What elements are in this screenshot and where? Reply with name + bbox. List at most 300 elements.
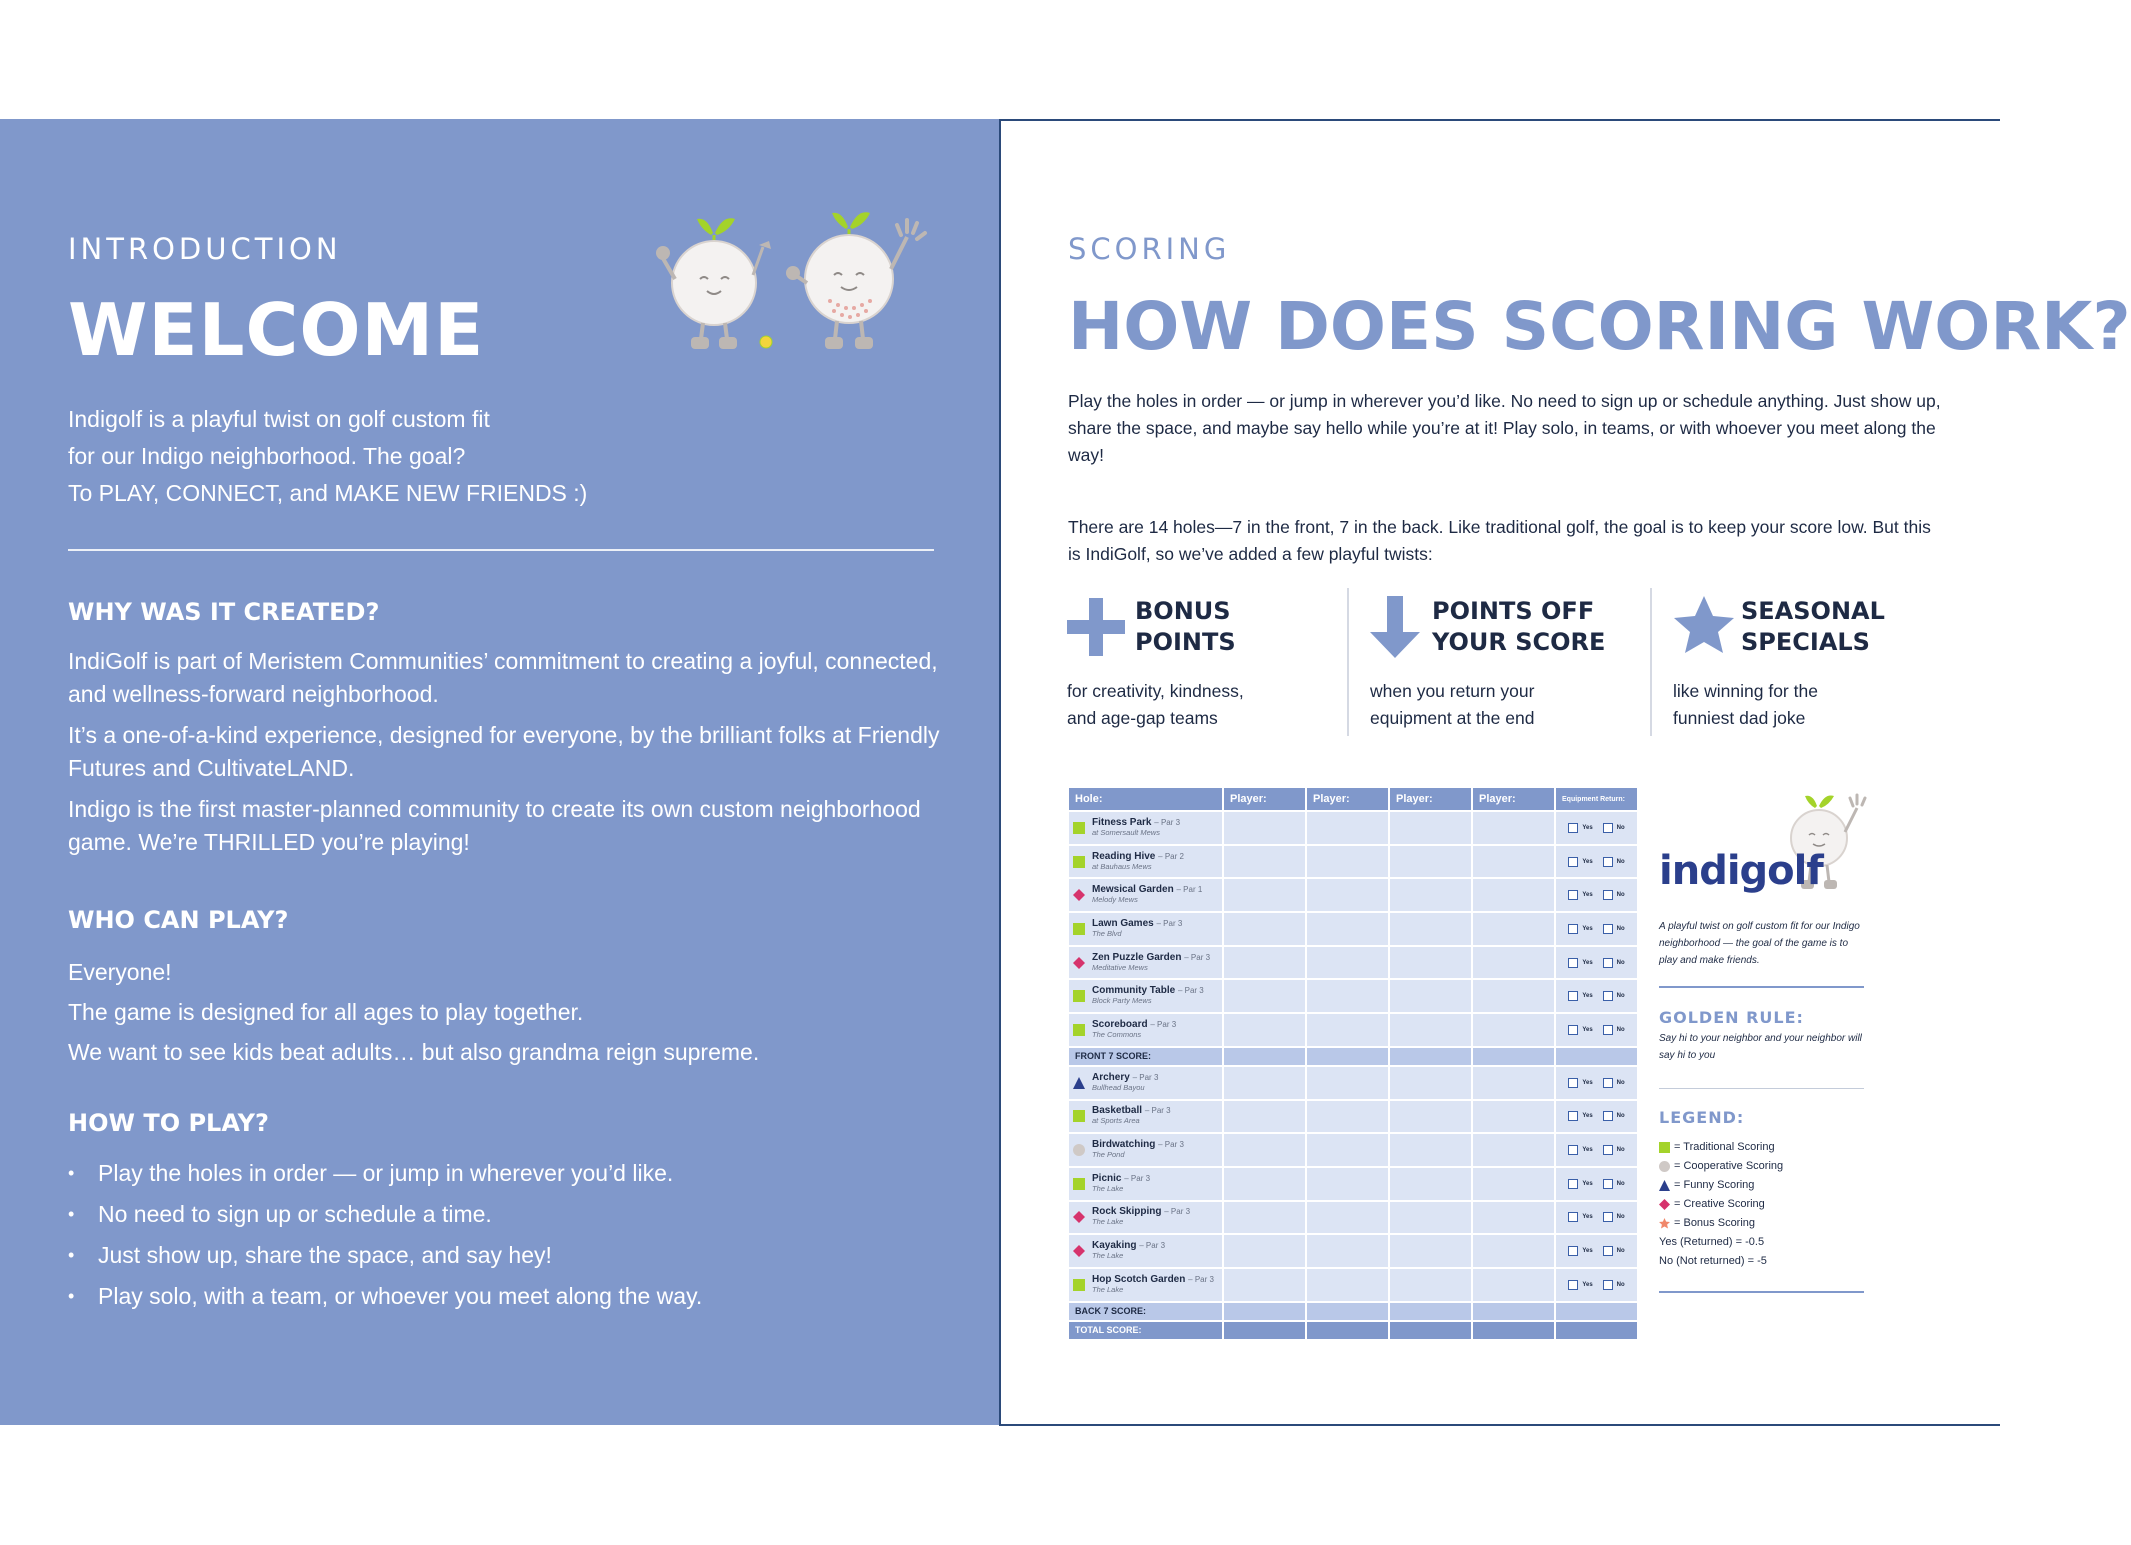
hole-location: The Blvd bbox=[1092, 928, 1122, 938]
table-row bbox=[1069, 879, 1637, 911]
player-total-cell[interactable] bbox=[1224, 1048, 1305, 1065]
hole-cell bbox=[1069, 947, 1222, 979]
yes-label: Yes bbox=[1582, 959, 1593, 966]
player-score-cell[interactable] bbox=[1307, 1168, 1388, 1200]
legend-item bbox=[1659, 1157, 1864, 1176]
player-total-cell[interactable] bbox=[1224, 1303, 1305, 1320]
scoring-paragraph-2: There are 14 holes—7 in the front, 7 in the back. Like traditional golf, the goal is to keep your score low. But this is IndiGolf, so we’ve added a few playful twists: bbox=[1068, 517, 1931, 564]
traditional-square-icon bbox=[1073, 856, 1085, 868]
equipment-cell bbox=[1556, 1014, 1637, 1046]
traditional-square-icon bbox=[1073, 923, 1085, 935]
player-score-cell[interactable] bbox=[1390, 1134, 1471, 1166]
page-border-left bbox=[999, 119, 1001, 1426]
points-returned: Yes (Returned) = -0.5 bbox=[1659, 1236, 1765, 1248]
table-row bbox=[1069, 1235, 1637, 1267]
feature-title: SPECIALS bbox=[1741, 628, 1870, 656]
yes-label: Yes bbox=[1582, 858, 1593, 865]
player-score-cell[interactable] bbox=[1473, 1101, 1554, 1133]
table-row bbox=[1069, 846, 1637, 878]
player-score-cell[interactable] bbox=[1224, 1067, 1305, 1099]
player-score-cell[interactable] bbox=[1224, 1168, 1305, 1200]
intro-paragraph bbox=[68, 401, 688, 512]
legend-item bbox=[1659, 1214, 1864, 1233]
yes-checkbox[interactable] bbox=[1568, 1179, 1578, 1189]
page-border-top bbox=[1000, 119, 2000, 121]
player-score-cell[interactable] bbox=[1224, 879, 1305, 911]
table-row bbox=[1069, 1269, 1637, 1301]
hole-par: – Par 3 bbox=[1164, 1207, 1191, 1217]
yes-checkbox[interactable] bbox=[1568, 958, 1578, 968]
yes-checkbox[interactable] bbox=[1568, 1145, 1578, 1155]
player-header: Player: bbox=[1224, 788, 1305, 810]
no-checkbox[interactable] bbox=[1603, 1025, 1613, 1035]
player-score-cell[interactable] bbox=[1473, 812, 1554, 844]
traditional-square-icon bbox=[1073, 1178, 1085, 1190]
feature-title: POINTS OFF bbox=[1432, 597, 1595, 625]
yes-label: Yes bbox=[1582, 824, 1593, 831]
hole-name: Scoreboard bbox=[1092, 1018, 1148, 1030]
hole-location: The Commons bbox=[1092, 1029, 1142, 1039]
creative-diamond-icon bbox=[1659, 1199, 1670, 1210]
no-checkbox[interactable] bbox=[1603, 1280, 1613, 1290]
player-score-cell[interactable] bbox=[1473, 1202, 1554, 1234]
plus-icon bbox=[1067, 598, 1125, 656]
list-item: • Play solo, with a team, or whoever you meet along the way. bbox=[68, 1276, 968, 1317]
mascot-right bbox=[786, 212, 925, 349]
no-label: No bbox=[1616, 959, 1625, 966]
no-checkbox[interactable] bbox=[1603, 1078, 1613, 1088]
down-arrow-icon bbox=[1370, 596, 1420, 658]
player-header: Player: bbox=[1390, 788, 1471, 810]
feature-title: BONUS bbox=[1135, 597, 1231, 625]
golden-rule-heading: GOLDEN RULE: bbox=[1659, 1008, 1804, 1027]
hole-par: – Par 3 bbox=[1184, 952, 1211, 962]
no-label: No bbox=[1616, 892, 1625, 899]
feature-desc: when you return your bbox=[1370, 681, 1535, 701]
no-label: No bbox=[1616, 1281, 1625, 1288]
who-line: Everyone! bbox=[68, 959, 172, 985]
cooperative-circle-icon bbox=[1659, 1161, 1670, 1172]
feature-desc: for creativity, kindness, bbox=[1067, 681, 1244, 701]
hole-cell bbox=[1069, 1067, 1222, 1099]
no-checkbox[interactable] bbox=[1603, 890, 1613, 900]
no-checkbox[interactable] bbox=[1603, 991, 1613, 1001]
equipment-cell bbox=[1556, 879, 1637, 911]
sidebar-tagline: A playful twist on golf custom fit for our Indigo neighborhood — the goal of the game is to play and make friends. bbox=[1659, 921, 1860, 966]
no-checkbox[interactable] bbox=[1603, 1246, 1613, 1256]
hole-name: Rock Skipping bbox=[1092, 1206, 1162, 1218]
hole-cell bbox=[1069, 846, 1222, 878]
player-score-cell[interactable] bbox=[1390, 846, 1471, 878]
hole-name: Basketball bbox=[1092, 1105, 1143, 1117]
legend-label: = Cooperative Scoring bbox=[1674, 1160, 1784, 1172]
hole-location: The Lake bbox=[1092, 1183, 1124, 1193]
sidebar-divider bbox=[1659, 1088, 1864, 1089]
no-label: No bbox=[1616, 993, 1625, 1000]
player-score-cell[interactable] bbox=[1307, 812, 1388, 844]
feature-divider bbox=[1650, 588, 1652, 736]
table-row bbox=[1069, 1067, 1637, 1099]
player-total-cell[interactable] bbox=[1390, 1322, 1471, 1339]
score-label: TOTAL SCORE: bbox=[1069, 1322, 1222, 1339]
hole-cell bbox=[1069, 913, 1222, 945]
player-score-cell[interactable] bbox=[1390, 1067, 1471, 1099]
player-total-cell[interactable] bbox=[1307, 1048, 1388, 1065]
no-label: No bbox=[1616, 1113, 1625, 1120]
hole-location: at Bauhaus Mews bbox=[1092, 861, 1152, 871]
player-score-cell[interactable] bbox=[1307, 879, 1388, 911]
feature-divider bbox=[1347, 588, 1349, 736]
hole-par: – Par 3 bbox=[1156, 918, 1183, 928]
yes-checkbox[interactable] bbox=[1568, 991, 1578, 1001]
hole-location: The Lake bbox=[1092, 1217, 1124, 1227]
equipment-cell bbox=[1556, 1067, 1637, 1099]
no-checkbox[interactable] bbox=[1603, 823, 1613, 833]
intro-line: Indigolf is a playful twist on golf custom fit bbox=[68, 406, 490, 432]
no-checkbox[interactable] bbox=[1603, 958, 1613, 968]
yes-label: Yes bbox=[1582, 1079, 1593, 1086]
hole-name: Picnic bbox=[1092, 1172, 1122, 1184]
hole-par: – Par 3 bbox=[1150, 1019, 1177, 1029]
golden-rule-text: Say hi to your neighbor and your neighbor will say hi to you bbox=[1659, 1033, 1862, 1061]
hole-cell bbox=[1069, 1168, 1222, 1200]
player-total-cell[interactable] bbox=[1390, 1303, 1471, 1320]
hole-name: Birdwatching bbox=[1092, 1139, 1156, 1151]
creative-diamond-icon bbox=[1073, 1245, 1085, 1257]
player-total-cell[interactable] bbox=[1307, 1322, 1388, 1339]
feature-desc: equipment at the end bbox=[1370, 708, 1535, 728]
yes-label: Yes bbox=[1582, 1180, 1593, 1187]
hole-par: – Par 2 bbox=[1158, 851, 1184, 861]
no-checkbox[interactable] bbox=[1603, 1111, 1613, 1121]
yes-checkbox[interactable] bbox=[1568, 890, 1578, 900]
equipment-cell bbox=[1556, 980, 1637, 1012]
yes-label: Yes bbox=[1582, 1026, 1593, 1033]
equipment-total-cell bbox=[1556, 1303, 1637, 1320]
feature-desc: funniest dad joke bbox=[1673, 708, 1806, 728]
player-score-cell[interactable] bbox=[1473, 1269, 1554, 1301]
score-label: FRONT 7 SCORE: bbox=[1069, 1048, 1222, 1065]
no-label: No bbox=[1616, 1026, 1625, 1033]
player-score-cell[interactable] bbox=[1224, 1101, 1305, 1133]
equipment-header: Equipment Return: bbox=[1556, 788, 1637, 810]
table-row bbox=[1069, 1134, 1637, 1166]
player-score-cell[interactable] bbox=[1390, 980, 1471, 1012]
legend-label: = Creative Scoring bbox=[1674, 1198, 1765, 1210]
player-score-cell[interactable] bbox=[1307, 846, 1388, 878]
no-label: No bbox=[1616, 1248, 1625, 1255]
equipment-cell bbox=[1556, 1101, 1637, 1133]
table-row bbox=[1069, 1101, 1637, 1133]
player-header: Player: bbox=[1473, 788, 1554, 810]
legend-item bbox=[1659, 1138, 1864, 1157]
no-label: No bbox=[1616, 1214, 1625, 1221]
list-item: • Just show up, share the space, and say hey! bbox=[68, 1235, 968, 1276]
hole-par: – Par 3 bbox=[1144, 1106, 1171, 1116]
player-score-cell[interactable] bbox=[1473, 879, 1554, 911]
yes-label: Yes bbox=[1582, 1147, 1593, 1154]
score-label: BACK 7 SCORE: bbox=[1069, 1303, 1222, 1320]
intro-divider bbox=[68, 549, 934, 551]
yes-label: Yes bbox=[1582, 925, 1593, 932]
yes-checkbox[interactable] bbox=[1568, 924, 1578, 934]
no-label: No bbox=[1616, 824, 1625, 831]
player-score-cell[interactable] bbox=[1473, 913, 1554, 945]
traditional-square-icon bbox=[1659, 1142, 1670, 1153]
creative-diamond-icon bbox=[1073, 957, 1085, 969]
player-score-cell[interactable] bbox=[1473, 1014, 1554, 1046]
hole-name: Kayaking bbox=[1092, 1240, 1137, 1252]
player-score-cell[interactable] bbox=[1390, 1168, 1471, 1200]
player-score-cell[interactable] bbox=[1224, 913, 1305, 945]
how-to-play-list bbox=[68, 1153, 968, 1317]
player-score-cell[interactable] bbox=[1473, 1235, 1554, 1267]
player-total-cell[interactable] bbox=[1473, 1303, 1554, 1320]
hole-name: Hop Scotch Garden bbox=[1092, 1273, 1186, 1285]
equipment-cell bbox=[1556, 913, 1637, 945]
no-checkbox[interactable] bbox=[1603, 1212, 1613, 1222]
hole-location: at Somersault Mews bbox=[1092, 827, 1160, 837]
player-score-cell[interactable] bbox=[1307, 1269, 1388, 1301]
hole-location: The Lake bbox=[1092, 1251, 1124, 1261]
feature-title: SEASONAL bbox=[1741, 597, 1885, 625]
yes-label: Yes bbox=[1582, 1281, 1593, 1288]
player-score-cell[interactable] bbox=[1224, 1235, 1305, 1267]
hole-name: Zen Puzzle Garden bbox=[1092, 951, 1182, 963]
hole-cell bbox=[1069, 1269, 1222, 1301]
creative-diamond-icon bbox=[1073, 1211, 1085, 1223]
player-score-cell[interactable] bbox=[1307, 1235, 1388, 1267]
player-score-cell[interactable] bbox=[1473, 1168, 1554, 1200]
equipment-total-cell bbox=[1556, 1048, 1637, 1065]
scoring-legend bbox=[1659, 1138, 1864, 1271]
table-row bbox=[1069, 1168, 1637, 1200]
hole-par: – Par 3 bbox=[1154, 817, 1181, 827]
hole-location: Melody Mews bbox=[1092, 895, 1138, 905]
star-icon bbox=[1673, 594, 1735, 656]
hole-par: – Par 3 bbox=[1139, 1241, 1166, 1251]
player-score-cell[interactable] bbox=[1224, 947, 1305, 979]
player-score-cell[interactable] bbox=[1224, 1202, 1305, 1234]
intro-line: for our Indigo neighborhood. The goal? bbox=[68, 443, 466, 469]
sidebar-divider bbox=[1659, 1291, 1864, 1293]
list-item: • No need to sign up or schedule a time. bbox=[68, 1194, 968, 1235]
yes-checkbox[interactable] bbox=[1568, 1025, 1578, 1035]
who-line: We want to see kids beat adults… but also grandma reign supreme. bbox=[68, 1039, 760, 1065]
player-total-cell[interactable] bbox=[1390, 1048, 1471, 1065]
page-border-bottom bbox=[1000, 1424, 2000, 1426]
legend-item bbox=[1659, 1176, 1864, 1195]
player-score-cell[interactable] bbox=[1307, 1067, 1388, 1099]
feature-title: POINTS bbox=[1135, 628, 1236, 656]
player-score-cell[interactable] bbox=[1224, 980, 1305, 1012]
player-score-cell[interactable] bbox=[1390, 913, 1471, 945]
player-score-cell[interactable] bbox=[1473, 947, 1554, 979]
player-score-cell[interactable] bbox=[1390, 1101, 1471, 1133]
player-score-cell[interactable] bbox=[1390, 1014, 1471, 1046]
player-total-cell[interactable] bbox=[1473, 1048, 1554, 1065]
no-checkbox[interactable] bbox=[1603, 924, 1613, 934]
traditional-square-icon bbox=[1073, 990, 1085, 1002]
who-line: The game is designed for all ages to play together. bbox=[68, 999, 584, 1025]
equipment-cell bbox=[1556, 1168, 1637, 1200]
who-paragraph bbox=[68, 954, 948, 1074]
legend-label: = Funny Scoring bbox=[1674, 1179, 1755, 1191]
hole-location: Bullhead Bayou bbox=[1092, 1082, 1145, 1092]
hole-cell bbox=[1069, 1014, 1222, 1046]
score-total-row bbox=[1069, 1303, 1637, 1320]
no-label: No bbox=[1616, 1147, 1625, 1154]
bonus-star-icon bbox=[1659, 1218, 1670, 1229]
player-total-cell[interactable] bbox=[1473, 1322, 1554, 1339]
scoring-paragraph-1: Play the holes in order — or jump in wherever you’d like. No need to sign up or schedule anything. Just show up, share the space, and maybe say hello while you’re at it! Play solo, in teams, or with whoever you meet along the way! bbox=[1068, 391, 1941, 465]
player-score-cell[interactable] bbox=[1307, 913, 1388, 945]
yes-label: Yes bbox=[1582, 1214, 1593, 1221]
player-score-cell[interactable] bbox=[1224, 812, 1305, 844]
points-not-returned: No (Not returned) = -5 bbox=[1659, 1255, 1767, 1267]
how-heading: HOW TO PLAY? bbox=[68, 1109, 269, 1137]
equipment-cell bbox=[1556, 947, 1637, 979]
player-score-cell[interactable] bbox=[1473, 1067, 1554, 1099]
traditional-square-icon bbox=[1073, 1279, 1085, 1291]
hole-name: Community Table bbox=[1092, 985, 1176, 997]
hole-par: – Par 3 bbox=[1177, 986, 1204, 996]
no-label: No bbox=[1616, 858, 1625, 865]
player-score-cell[interactable] bbox=[1473, 1134, 1554, 1166]
no-label: No bbox=[1616, 925, 1625, 932]
traditional-square-icon bbox=[1073, 822, 1085, 834]
player-score-cell[interactable] bbox=[1390, 812, 1471, 844]
player-score-cell[interactable] bbox=[1307, 1134, 1388, 1166]
equipment-cell bbox=[1556, 1202, 1637, 1234]
legend-item bbox=[1659, 1195, 1864, 1214]
hole-name: Archery bbox=[1092, 1071, 1130, 1083]
hole-cell bbox=[1069, 1134, 1222, 1166]
player-score-cell[interactable] bbox=[1307, 947, 1388, 979]
traditional-square-icon bbox=[1073, 1110, 1085, 1122]
yes-checkbox[interactable] bbox=[1568, 1246, 1578, 1256]
feature-title: YOUR SCORE bbox=[1432, 628, 1606, 656]
score-total-row bbox=[1069, 1048, 1637, 1065]
intro-line: To PLAY, CONNECT, and MAKE NEW FRIENDS :) bbox=[68, 480, 588, 506]
yes-checkbox[interactable] bbox=[1568, 1078, 1578, 1088]
equipment-cell bbox=[1556, 812, 1637, 844]
player-score-cell[interactable] bbox=[1307, 1202, 1388, 1234]
player-score-cell[interactable] bbox=[1473, 846, 1554, 878]
player-score-cell[interactable] bbox=[1390, 1235, 1471, 1267]
feature-desc: and age-gap teams bbox=[1067, 708, 1218, 728]
yes-checkbox[interactable] bbox=[1568, 823, 1578, 833]
table-row bbox=[1069, 1014, 1637, 1046]
hole-cell bbox=[1069, 812, 1222, 844]
golf-ball-mascots-illustration bbox=[655, 205, 935, 355]
yes-label: Yes bbox=[1582, 1113, 1593, 1120]
table-row bbox=[1069, 1202, 1637, 1234]
player-score-cell[interactable] bbox=[1224, 1134, 1305, 1166]
player-score-cell[interactable] bbox=[1307, 1014, 1388, 1046]
no-label: No bbox=[1616, 1079, 1625, 1086]
player-score-cell[interactable] bbox=[1390, 879, 1471, 911]
player-score-cell[interactable] bbox=[1390, 1202, 1471, 1234]
yes-checkbox[interactable] bbox=[1568, 1212, 1578, 1222]
hole-name: Lawn Games bbox=[1092, 917, 1154, 929]
player-total-cell[interactable] bbox=[1224, 1322, 1305, 1339]
player-score-cell[interactable] bbox=[1224, 1014, 1305, 1046]
hole-name: Reading Hive bbox=[1092, 850, 1156, 862]
yes-checkbox[interactable] bbox=[1568, 857, 1578, 867]
cooperative-circle-icon bbox=[1073, 1144, 1085, 1156]
no-label: No bbox=[1616, 1180, 1625, 1187]
hole-location: The Lake bbox=[1092, 1284, 1124, 1294]
player-score-cell[interactable] bbox=[1390, 1269, 1471, 1301]
table-row bbox=[1069, 947, 1637, 979]
legend-label: = Bonus Scoring bbox=[1674, 1217, 1756, 1229]
equipment-cell bbox=[1556, 1269, 1637, 1301]
hole-header: Hole: bbox=[1069, 788, 1222, 810]
yes-label: Yes bbox=[1582, 892, 1593, 899]
score-total-row bbox=[1069, 1322, 1637, 1339]
smiley-ball-icon bbox=[760, 336, 772, 348]
no-checkbox[interactable] bbox=[1603, 857, 1613, 867]
player-score-cell[interactable] bbox=[1473, 980, 1554, 1012]
scoring-title: HOW DOES SCORING WORK? bbox=[1068, 288, 2131, 365]
yes-label: Yes bbox=[1582, 1248, 1593, 1255]
sidebar-divider bbox=[1659, 986, 1864, 988]
player-score-cell[interactable] bbox=[1307, 1101, 1388, 1133]
hole-par: – Par 3 bbox=[1124, 1173, 1151, 1183]
player-total-cell[interactable] bbox=[1307, 1303, 1388, 1320]
hole-name: Mewsical Garden bbox=[1092, 884, 1174, 896]
hole-cell bbox=[1069, 1101, 1222, 1133]
player-score-cell[interactable] bbox=[1390, 947, 1471, 979]
yes-checkbox[interactable] bbox=[1568, 1280, 1578, 1290]
no-checkbox[interactable] bbox=[1603, 1179, 1613, 1189]
hole-location: Block Party Mews bbox=[1092, 996, 1152, 1006]
legend-heading: LEGEND: bbox=[1659, 1108, 1745, 1127]
why-heading: WHY WAS IT CREATED? bbox=[68, 598, 380, 626]
hole-location: The Pond bbox=[1092, 1150, 1125, 1160]
list-item: • Play the holes in order — or jump in wherever you’d like. bbox=[68, 1153, 968, 1194]
why-paragraph: It’s a one-of-a-kind experience, designed for everyone, by the brilliant folks at Friendly Futures and CultivateLAND. bbox=[68, 722, 940, 781]
hole-location: at Sports Area bbox=[1092, 1116, 1140, 1126]
hole-cell bbox=[1069, 1202, 1222, 1234]
no-checkbox[interactable] bbox=[1603, 1145, 1613, 1155]
player-score-cell[interactable] bbox=[1224, 846, 1305, 878]
player-header: Player: bbox=[1307, 788, 1388, 810]
scorecard-header-row bbox=[1069, 788, 1637, 810]
equipment-cell bbox=[1556, 1235, 1637, 1267]
legend-label: = Traditional Scoring bbox=[1674, 1141, 1775, 1153]
scoring-eyebrow: SCORING bbox=[1068, 232, 1231, 266]
mascot-left bbox=[656, 218, 771, 349]
funny-triangle-icon bbox=[1073, 1077, 1085, 1089]
player-score-cell[interactable] bbox=[1224, 1269, 1305, 1301]
traditional-square-icon bbox=[1073, 1024, 1085, 1036]
table-row bbox=[1069, 980, 1637, 1012]
yes-checkbox[interactable] bbox=[1568, 1111, 1578, 1121]
hole-cell bbox=[1069, 879, 1222, 911]
why-paragraph: IndiGolf is part of Meristem Communities’ commitment to creating a joyful, connected, and wellness-forward neighborhood. bbox=[68, 648, 938, 707]
page-title: WELCOME bbox=[68, 288, 485, 372]
funny-triangle-icon bbox=[1659, 1180, 1670, 1191]
player-score-cell[interactable] bbox=[1307, 980, 1388, 1012]
hole-par: – Par 1 bbox=[1176, 885, 1203, 895]
equipment-total-cell bbox=[1556, 1322, 1637, 1339]
hole-name: Fitness Park bbox=[1092, 816, 1152, 828]
feature-desc: like winning for the bbox=[1673, 681, 1818, 701]
table-row bbox=[1069, 913, 1637, 945]
table-row bbox=[1069, 812, 1637, 844]
